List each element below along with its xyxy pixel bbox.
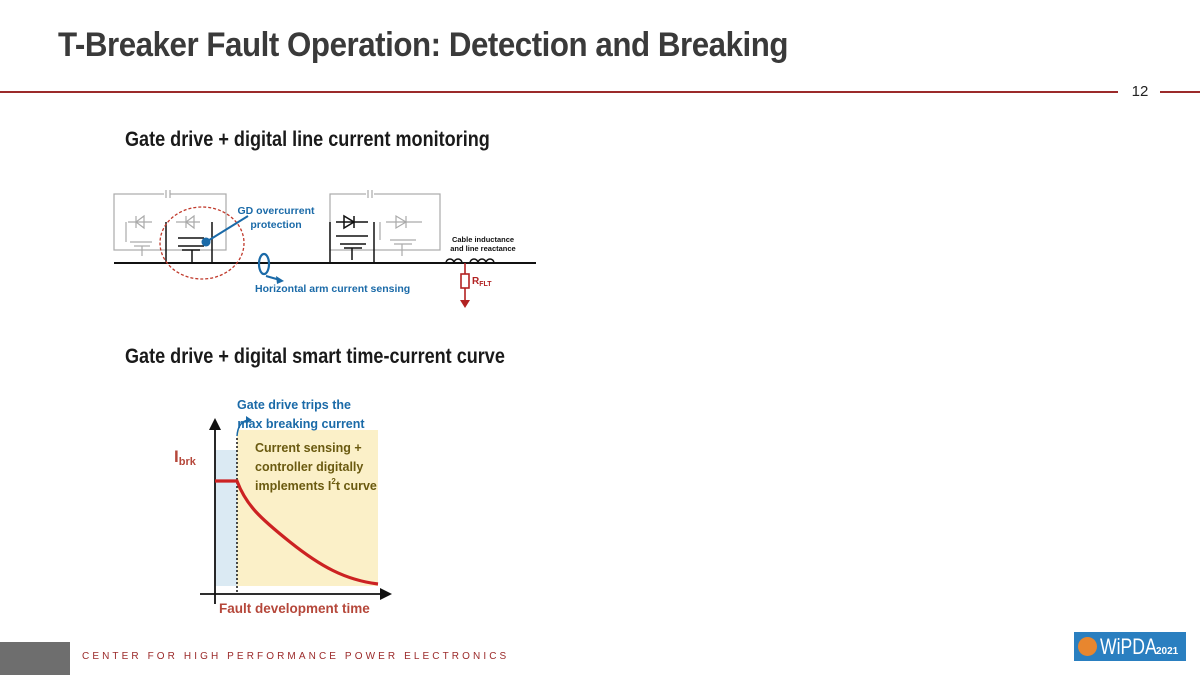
fault-resistor [460, 263, 470, 308]
y-axis-label: Ibrk [174, 447, 196, 468]
trip-label-line2: max breaking current [237, 417, 365, 431]
footer-organization: CENTER FOR HIGH PERFORMANCE POWER ELECTRONICS [82, 651, 510, 662]
title-divider-right [1160, 91, 1200, 93]
gd-label-line2: protection [250, 219, 302, 231]
gate-drive-trip-region [215, 450, 237, 586]
cable-label-line2: and line reactance [450, 244, 516, 253]
section-heading-current-monitoring: Gate drive + digital line current monitoring [125, 128, 490, 151]
section-heading-time-current-curve: Gate drive + digital smart time-current curve [125, 345, 505, 368]
region-label-line1: Current sensing + [255, 441, 362, 455]
logo-circle-icon [1078, 637, 1097, 656]
gd-label-line1: GD overcurrent [237, 205, 315, 217]
region-label-line3: implements $I^2t$ curve [255, 477, 377, 493]
x-axis-label: Fault development time [219, 601, 370, 616]
wipda-logo [1074, 632, 1186, 661]
sensing-label: Horizontal arm current sensing [255, 283, 411, 295]
page-number: 12 [1131, 83, 1149, 100]
t-breaker-circuit-diagram [100, 180, 540, 310]
footer-block [0, 642, 70, 675]
trip-label-line1: Gate drive trips the [237, 398, 351, 412]
right-switch-module [330, 190, 440, 263]
logo-text: WiPDA [1100, 634, 1157, 659]
title-divider-left [0, 91, 1118, 93]
cable-label-line1: Cable inductance [451, 235, 515, 244]
slide-title: T-Breaker Fault Operation: Detection and Breaking [58, 26, 789, 64]
fault-resistor-label: $R_{FLT}$ [472, 276, 492, 288]
time-current-curve-diagram [160, 390, 420, 620]
logo-year: 2021 [1156, 646, 1179, 657]
region-label-line2: controller digitally [255, 460, 364, 474]
left-switch-module [114, 190, 226, 263]
